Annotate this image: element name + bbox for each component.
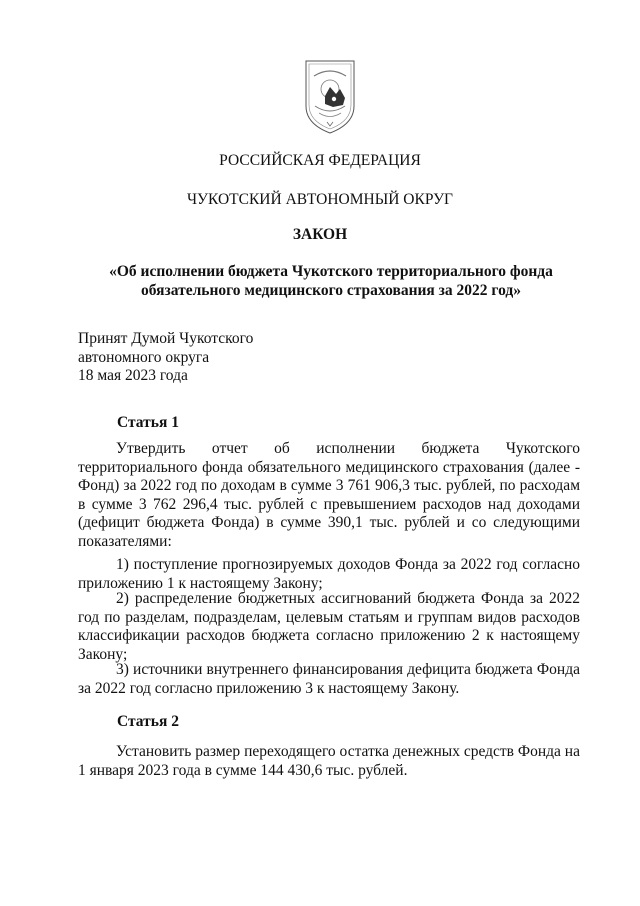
article-2-heading: Статья 2 <box>117 713 179 730</box>
article-1-heading: Статья 1 <box>117 414 179 431</box>
region-heading: ЧУКОТСКИЙ АВТОНОМНЫЙ ОКРУГ <box>186 191 454 208</box>
adoption-line: автономного округа <box>78 348 210 366</box>
article-1-item-1: 1) поступление прогнозируемых доходов Фонда за 2022 год согласно приложению 1 к настоящему Закону; <box>78 556 580 592</box>
article-1-item-2: 2) распределение бюджетных ассигнований бюджета Фонда за 2022 год по разделам, подразделам, целевым статьям и группам видов расходов классификации расходов бюджета согласно приложению 2 к настоящему Закону; <box>78 590 580 663</box>
country-heading: РОССИЙСКАЯ ФЕДЕРАЦИЯ <box>219 152 421 169</box>
article-1-intro: Утвердить отчет об исполнении бюджета Чукотского территориального фонда обязательного медицинского страхования (далее - Фонд) за 2022 год по доходам в сумме 3 761 906,3 тыс. рублей, по расходам в сумме 3 762 296,4 тыс. рублей с превышением расходов над доходами (дефицит бюджета Фонда) в сумме 390,1 тыс. рублей и со следующими показателями: <box>78 440 580 550</box>
article-1-item-3: 3) источники внутреннего финансирования дефицита бюджета Фонда за 2022 год согласно приложению 3 к настоящему Закону. <box>78 661 580 697</box>
law-title: «Об исполнении бюджета Чукотского территориального фонда обязательного медицинского страхования за 2022 год» <box>109 263 553 299</box>
coat-of-arms-emblem <box>303 58 357 136</box>
article-2-text: Установить размер переходящего остатка денежных средств Фонда на 1 января 2023 года в сумме 144 430,6 тыс. рублей. <box>78 743 580 779</box>
adoption-line: Принят Думой Чукотского <box>78 330 254 347</box>
adoption-info <box>78 330 253 386</box>
adoption-date: 18 мая 2023 года <box>78 367 188 384</box>
document-type-heading: ЗАКОН <box>292 226 348 243</box>
